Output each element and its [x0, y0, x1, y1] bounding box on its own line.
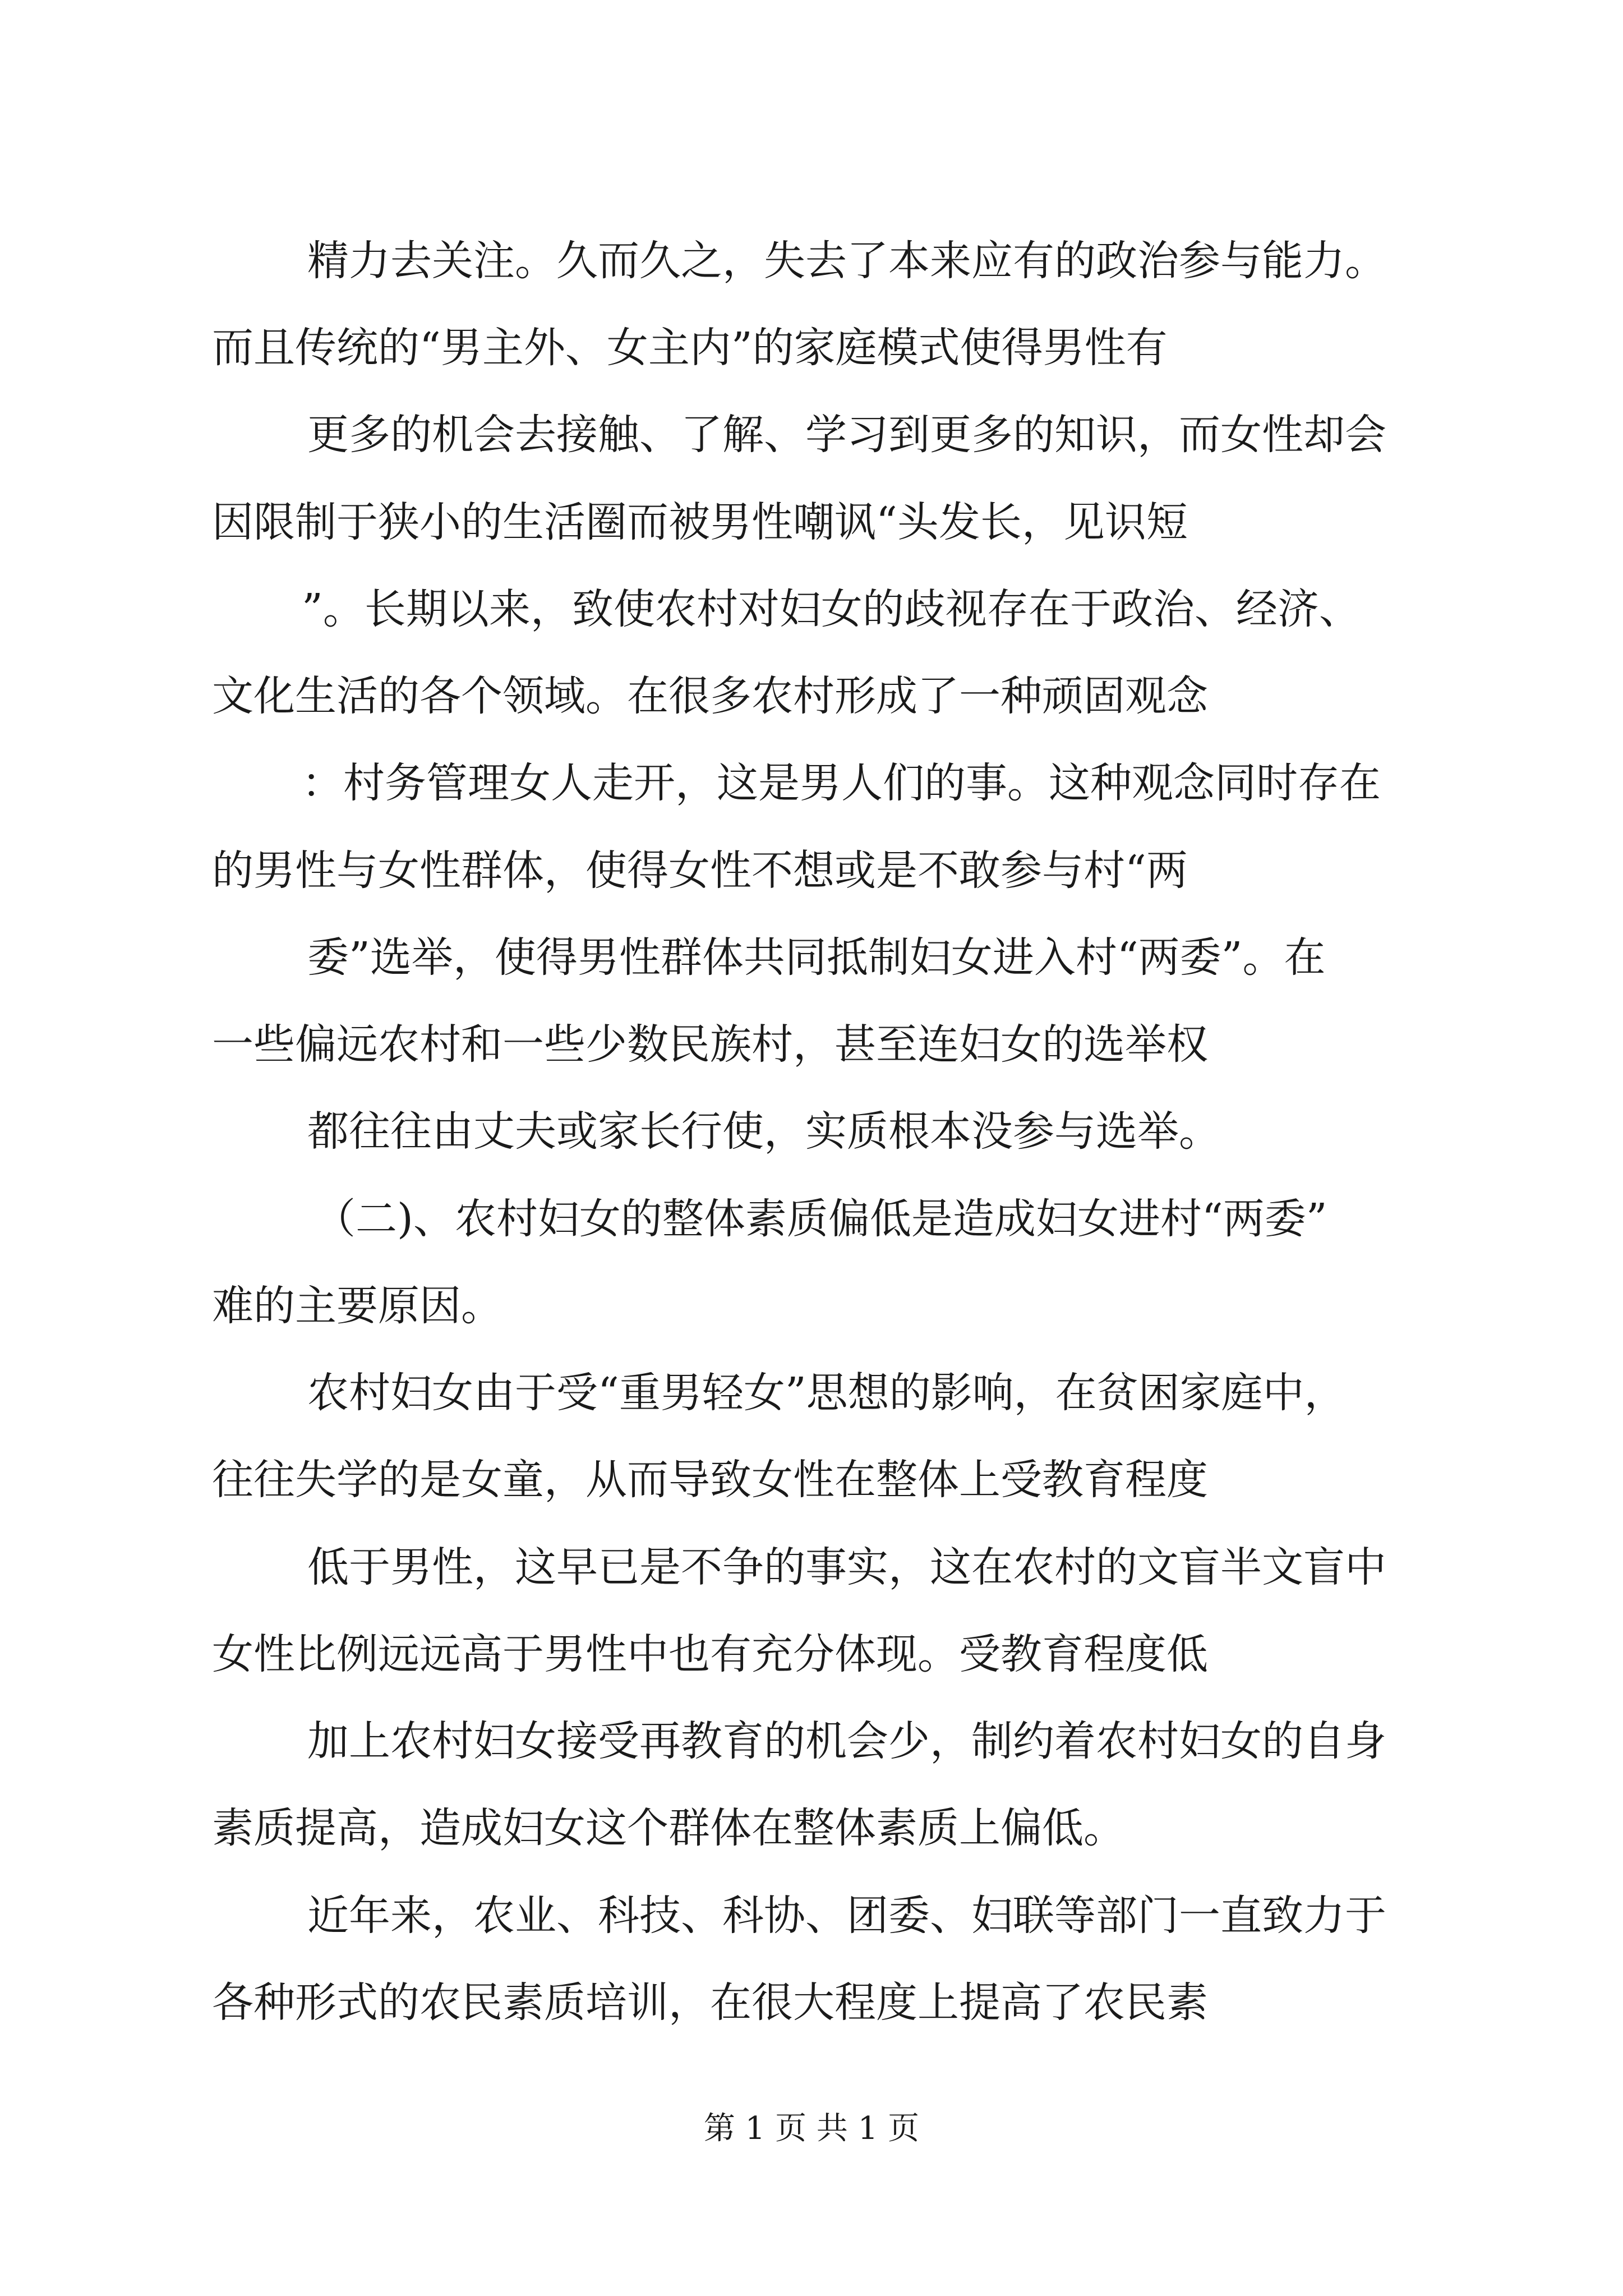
text-line-1: 精力去关注。久而久之，失去了本来应有的政治参与能力。 [307, 237, 1386, 285]
text-line-16: 低于男性，这早已是不争的事实，这在农村的文盲半文盲中 [307, 1543, 1386, 1591]
text-line-9: 委”选举，使得男性群体共同抵制妇女进入村“两委”。在 [307, 933, 1326, 982]
text-line-6: 文化生活的各个领域。在很多农村形成了一种顽固观念 [212, 672, 1208, 720]
text-line-17: 女性比例远远高于男性中也有充分体现。受教育程度低 [212, 1630, 1208, 1678]
text-line-10: 一些偏远农村和一些少数民族村，甚至连妇女的选举权 [212, 1020, 1208, 1069]
text-line-12: （二)、农村妇女的整体素质偏低是造成妇女进村“两委” [314, 1195, 1327, 1243]
text-line-11: 都往往由丈夫或家长行使，实质根本没参与选举。 [307, 1107, 1220, 1156]
text-line-3: 更多的机会去接触、了解、学习到更多的知识，而女性却会 [307, 411, 1386, 459]
text-line-8: 的男性与女性群体，使得女性不想或是不敢参与村“两 [212, 846, 1188, 895]
text-line-2: 而且传统的“男主外、女主内”的家庭模式使得男性有 [212, 324, 1168, 372]
text-line-18: 加上农村妇女接受再教育的机会少，制约着农村妇女的自身 [307, 1717, 1386, 1765]
text-line-7: ：村务管理女人走开，这是男人们的事。这种观念同时存在 [302, 759, 1381, 807]
text-line-19: 素质提高，造成妇女这个群体在整体素质上偏低。 [212, 1804, 1125, 1852]
text-line-14: 农村妇女由于受“重男轻女”思想的影响，在贫困家庭中， [307, 1369, 1346, 1417]
text-line-15: 往往失学的是女童，从而导致女性在整体上受教育程度 [212, 1456, 1208, 1504]
text-line-4: 因限制于狭小的生活圈而被男性嘲讽“头发长，见识短 [212, 498, 1188, 546]
text-line-20: 近年来，农业、科技、科协、团委、妇联等部门一直致力于 [307, 1892, 1386, 1940]
text-line-13: 难的主要原因。 [212, 1282, 502, 1330]
text-line-21: 各种形式的农民素质培训，在很大程度上提高了农民素 [212, 1978, 1208, 2027]
text-line-5: ”。长期以来，致使农村对妇女的歧视存在于政治、经济、 [302, 585, 1361, 633]
page-footer: 第 1 页 共 1 页 [703, 2110, 920, 2147]
